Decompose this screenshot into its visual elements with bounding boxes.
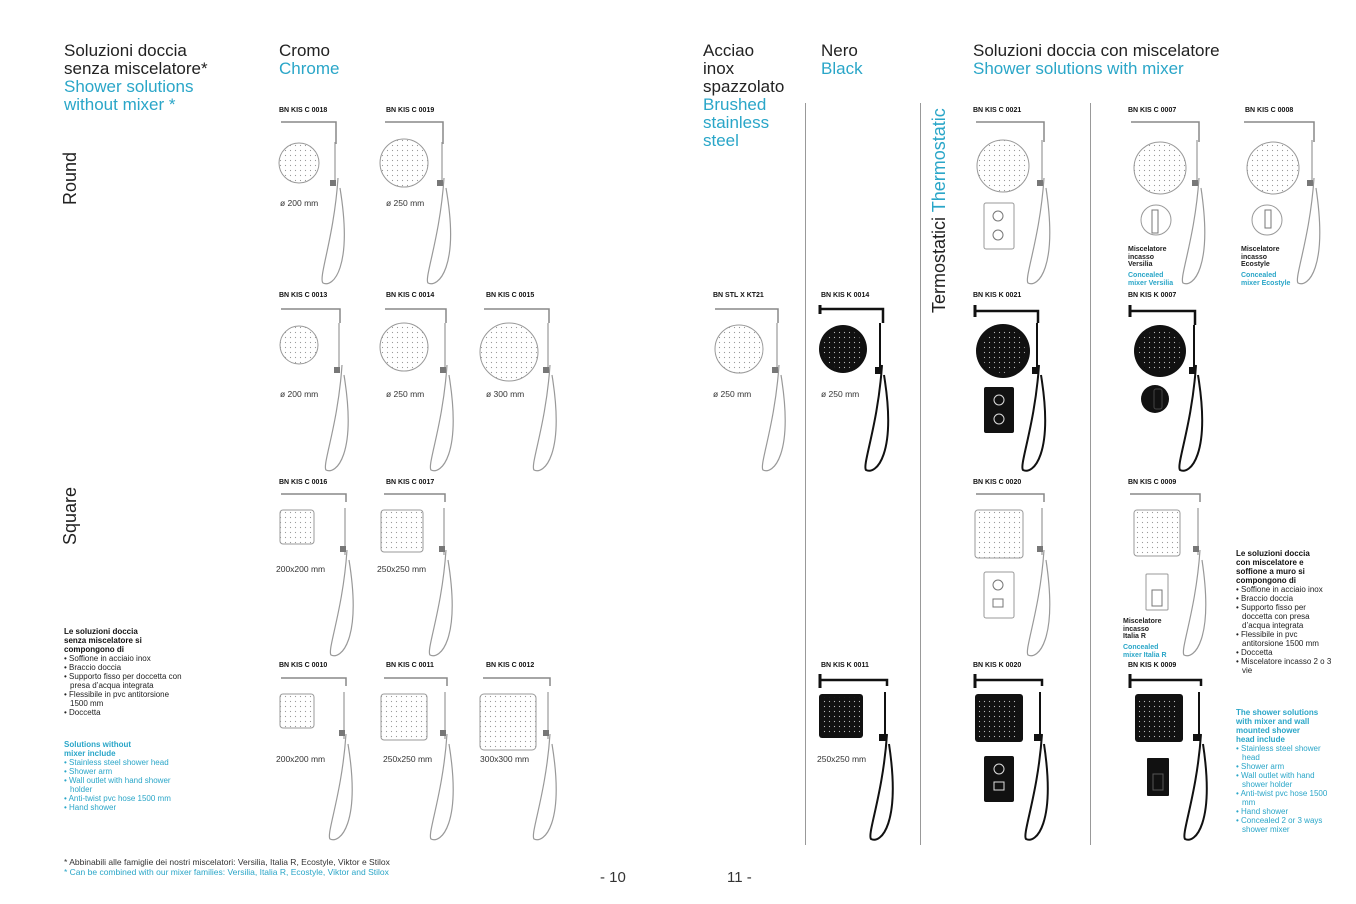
row-label-round: Round xyxy=(60,151,80,205)
square-shower-set-icon xyxy=(278,490,358,660)
product-code: BN KIS C 0007 xyxy=(1128,107,1177,114)
product-code: BN KIS C 0018 xyxy=(279,107,328,114)
right-title-it: Soluzioni doccia con miscelatore xyxy=(973,41,1220,60)
product-size: ø 200 mm xyxy=(280,198,319,208)
mixer-label-en: Concealed mixer Ecostyle xyxy=(1241,272,1291,287)
black-thermostatic-round-shower-icon xyxy=(972,305,1057,475)
product-code: BN KIS C 0016 xyxy=(279,479,328,486)
product-code: BN KIS C 0019 xyxy=(386,107,435,114)
square-shower-set-icon xyxy=(379,490,459,660)
column-divider xyxy=(805,103,806,845)
mixer-label-it: Miscelatore incasso Italia R xyxy=(1123,618,1162,640)
mixer-label-it: Miscelatore incasso Versilia xyxy=(1128,246,1167,268)
product-code: BN KIS C 0009 xyxy=(1128,479,1177,486)
product-size: 250x250 mm xyxy=(383,754,433,764)
mixer-label-it: Miscelatore incasso Ecostyle xyxy=(1241,246,1280,268)
product-size: ø 300 mm xyxy=(486,389,525,399)
product-size: 250x250 mm xyxy=(377,564,427,574)
footnote-it: * Abbinabili alle famiglie dei nostri miscelatori: Versilia, Italia R, Ecostyle, Viktor e Stilox xyxy=(64,857,390,867)
mixer-label-en: Concealed mixer Italia R xyxy=(1123,644,1167,659)
row-label-square: Square xyxy=(60,486,80,545)
product-code: BN KIS K 0020 xyxy=(973,662,1022,669)
column-divider xyxy=(1090,103,1091,845)
right-title-en: Shower solutions with mixer xyxy=(973,59,1184,78)
black-thermostatic-square-shower-icon xyxy=(972,674,1057,844)
product-code: BN KIS C 0020 xyxy=(973,479,1022,486)
col-chrome-it: Cromo xyxy=(279,41,331,60)
product-size: ø 250 mm xyxy=(386,198,425,208)
product-code: BN KIS C 0012 xyxy=(486,662,535,669)
thermostatic-square-shower-icon xyxy=(972,490,1057,660)
product-code: BN KIS K 0007 xyxy=(1128,292,1177,299)
left-title-it: Soluzioni doccia senza miscelatore* xyxy=(64,41,208,78)
product-code: BN KIS C 0021 xyxy=(973,107,1022,114)
product-code: BN KIS K 0011 xyxy=(821,662,869,669)
product-size: ø 250 mm xyxy=(386,389,425,399)
col-black-it: Nero xyxy=(821,41,858,60)
includes-en: Solutions without mixer include • Stainless steel shower head • Shower arm • Wall outlet with hand shower holder • Anti-twist pvc hose 1500 mm • Hand shower xyxy=(64,740,184,812)
footnote-en: * Can be combined with our mixer families: Versilia, Italia R, Ecostyle, Viktor and Stilox xyxy=(64,867,389,877)
mixer-label-en: Concealed mixer Versilia xyxy=(1128,272,1174,287)
product-code: BN STL X KT21 xyxy=(713,292,764,299)
includes-it: Le soluzioni doccia senza miscelatore si compongono di • Soffione in acciaio inox • Braccio doccia • Supporto fisso per doccetta con presa d’acqua integrata • Flessibile in pvc antitorsione 1500 mm • Doccetta xyxy=(64,627,184,717)
product-size: ø 200 mm xyxy=(280,389,319,399)
product-code: BN KIS C 0011 xyxy=(386,662,434,669)
product-code: BN KIS C 0008 xyxy=(1245,107,1294,114)
col-black-en: Black xyxy=(821,59,863,78)
includes-it: Le soluzioni doccia con miscelatore e soffione a muro si compongono di • Soffione in acciaio inox • Braccio doccia • Supporto fisso per doccetta con presa d’acqua integrata • Flessibile in pvc antitorsione 1500 mm • Doccetta • Miscelatore incasso 2 o 3 vie xyxy=(1236,549,1336,675)
thermostatic-label: Termostatici Thermostatic xyxy=(929,108,949,313)
col-steel-en: Brushed stainless steel xyxy=(703,95,770,150)
col-chrome-en: Chrome xyxy=(279,59,340,78)
page-number-left: - 10 xyxy=(600,869,626,886)
product-size: ø 250 mm xyxy=(821,389,860,399)
col-steel-it: Acciao inox spazzolato xyxy=(703,41,785,96)
product-code: BN KIS K 0009 xyxy=(1128,662,1177,669)
column-divider xyxy=(920,103,921,845)
product-code: BN KIS C 0017 xyxy=(386,479,435,486)
product-code: BN KIS C 0015 xyxy=(486,292,535,299)
product-code: BN KIS K 0014 xyxy=(821,292,870,299)
includes-en: The shower solutions with mixer and wall mounted shower head include • Stainless steel shower head • Shower arm • Wall outlet with hand shower holder • Anti-twist pvc hose 1500 mm • Hand shower • Concealed 2 or 3 ways shower mixer xyxy=(1236,708,1336,834)
left-title-en: Shower solutions without mixer * xyxy=(64,77,194,114)
product-code: BN KIS C 0013 xyxy=(279,292,328,299)
product-code: BN KIS K 0021 xyxy=(973,292,1022,299)
thermostatic-round-shower-icon xyxy=(972,118,1057,288)
product-size: ø 250 mm xyxy=(713,389,752,399)
product-size: 200x200 mm xyxy=(276,754,326,764)
black-round-shower-mixer-icon xyxy=(1127,305,1212,475)
page-number-right: 11 - xyxy=(727,869,752,886)
product-size: 250x250 mm xyxy=(817,754,867,764)
product-size: 200x200 mm xyxy=(276,564,326,574)
product-size: 300x300 mm xyxy=(480,754,530,764)
black-square-shower-mixer-icon xyxy=(1127,674,1212,844)
product-code: BN KIS C 0014 xyxy=(386,292,435,299)
product-code: BN KIS C 0010 xyxy=(279,662,328,669)
